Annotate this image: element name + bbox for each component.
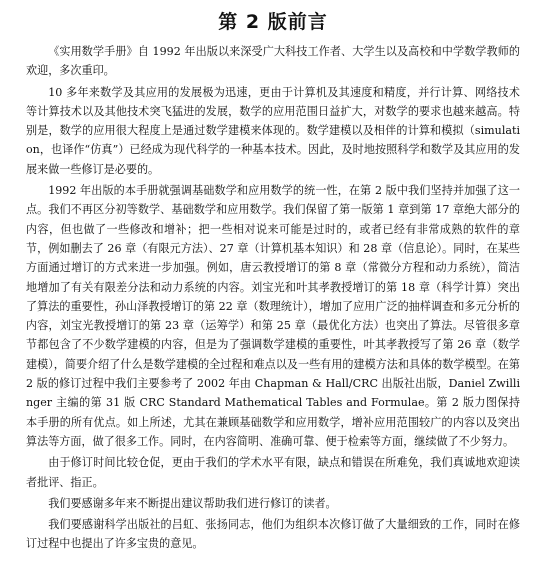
paragraph-revisions: 1992 年出版的本手册就强调基础数学和应用数学的统一性，在第 2 版中我们坚持并加强了这一点。我们不再区分初等数学、基础数学和应用数学。我们保留了第一版第 1 章到第 17 章绝大部分的内容，但也做了一些修改和增补；把一些相对说来可能是过时的，或者已经有非常成熟的软件的章节，例如删去了 26 章（有限元方法）、27 章（计算机基本知识）和 28 章（信息论）。同时，在某些方面通过增订的方式来进一步加强。例如，唐云教授增订的第 8 章（常微分方程和动力系统），简洁地增加了有关有限差分法和动力系统的内容。刘宝光和叶其孝教授增订的第 18 章（科学计算）突出了算法的重要性，孙山泽教授增订的第 22 章（数理统计），增加了应用广泛的抽样调查和多元分析的内容，刘宝光教授增订的第 23 章（运筹学）和第 25 章（最优化方法）也突出了算法。尽管很多章节都包含了不少数学建模的内容，但是为了强调数学建模的重要性，叶其孝教授写了第 26 章（数学建模），简要介绍了什么是数学建模的全过程和难点以及一些有用的建模方法和具体的数学模型。在第 2 版的修订过程中我们主要参考了 2002 年由 Chapman & Hall/CRC 出版社出版，Daniel Zwillinger 主编的第 31 版 CRC Standard Mathematical Tables and Formulae。第 2 版力图保持本手册的所有优点。如上所述，尤其在兼顾基础数学和应用数学，增补应用范围较广的内容以及突出算法等方面，做了很多工作。同时，在内容简明、准确可靠、便于检索等方面，继续做了不少努力。 (26, 184, 520, 448)
paragraph-intro: 《实用数学手册》自 1992 年出版以来深受广大科技工作者、大学生以及高校和中学数学教师的欢迎，多次重印。 (26, 45, 520, 78)
paragraph-development: 10 多年来数学及其应用的发展极为迅速，更由于计算机及其速度和精度，并行计算、网络技术等计算技术以及其他技术突飞猛进的发展，数学的应用范围日益扩大，对数学的要求也越来越高。特别是，数学的应用很大程度上是通过数学建模来体现的。数学建模以及相伴的计算和模拟（simulation，也译作“仿真”）已经成为现代科学的一种基本技术。因此，及时地按照科学和数学及其应用的发展来做一些修订是必要的。 (26, 85, 520, 176)
paragraph-apology: 由于修订时间比较仓促，更由于我们的学术水平有限，缺点和错误在所难免，我们真诚地欢迎读者批评、指正。 (26, 456, 520, 489)
paragraph-thanks-publisher: 我们要感谢科学出版社的吕虹、张扬同志，他们为组织本次修订做了大量细致的工作，同时在修订过程中也提出了许多宝贵的意见。 (26, 518, 520, 551)
page-title: 第 2 版前言 (218, 11, 328, 33)
paragraph-thanks-readers: 我们要感谢多年来不断提出建议帮助我们进行修订的读者。 (48, 496, 337, 510)
